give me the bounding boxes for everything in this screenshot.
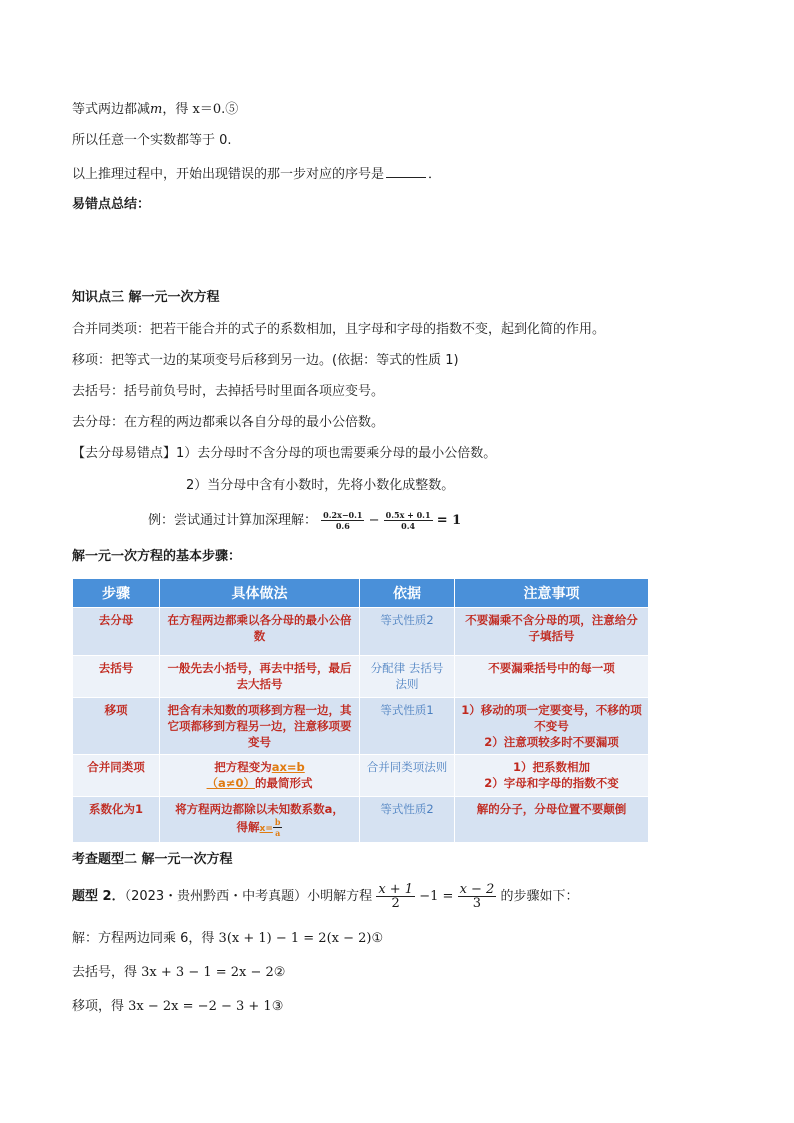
solution-step-1: 解：方程两边同乘 6，得 3(x + 1) − 1 = 2(x − 2)① [72, 931, 384, 946]
question-fraction-2: $\frac{x - 2}{3}$ [459, 882, 495, 911]
header-how: 具体做法 [160, 579, 360, 608]
header-basis: 依据 [360, 579, 455, 608]
example-fraction-1: $\frac{0.2x-0.1}{0.6}$ [323, 510, 363, 531]
example-line: 例：尝试通过计算加深理解： $\frac{0.2x-0.1}{0.6}$ − $\frac{0.5x + 0.1}{0.4}$ = 1 [148, 510, 462, 531]
example-fraction-2: $\frac{0.5x + 0.1}{0.4}$ [385, 510, 431, 531]
bracket-rule: 去括号：括号前负号时，去掉括号时里面各项应变号。 [72, 384, 385, 399]
steps-title: 解一元一次方程的基本步骤： [72, 549, 242, 564]
conclusion-line: 所以任意一个实数都等于 0. [72, 133, 232, 148]
question-line: 以上推理过程中，开始出现错误的那一步对应的序号是 ． [72, 163, 441, 185]
question-stem: 题型 2．（2023・贵州黔西・中考真题）小明解方程 $\frac{x + 1}{2}$ −1 = $\frac{x - 2}{3}$ 的步骤如下： [72, 882, 579, 911]
table-row: 合并同类项 把方程变为ax=b （a≠0）的最简形式 合并同类项法则 1）把系数相加 2）字母和字母的指数不变 [73, 755, 649, 797]
merge-rule: 合并同类项：把若干能合并的式子的系数相加，且字母和字母的指数不变，起到化简的作用。 [72, 322, 606, 337]
move-rule: 移项：把等式一边的某项变号后移到另一边。(依据：等式的性质 1) [72, 353, 459, 368]
solution-fraction: $\frac{b}{a}$ [274, 817, 281, 838]
table-row: 去分母 在方程两边都乘以各分母的最小公倍数 等式性质2 不要漏乘不含分母的项，注意给分子填括号 [73, 608, 649, 656]
header-note: 注意事项 [455, 579, 649, 608]
table-row: 系数化为1 将方程两边都除以未知数系数a， 得解x= $\frac{b}{a}$ 等式性质2 解的分子，分母位置不要颠倒 [73, 797, 649, 843]
error-point-2: 2）当分母中含有小数时，先将小数化成整数。 [186, 478, 455, 493]
answer-blank[interactable] [386, 163, 426, 178]
knowledge-heading: 知识点三 解一元一次方程 [72, 290, 220, 305]
solution-step-2: 去括号，得 3x + 3 − 1 = 2x − 2② [72, 965, 286, 980]
steps-table [72, 578, 649, 843]
question-fraction-1: $\frac{x + 1}{2}$ [378, 882, 414, 911]
table-row: 去括号 一般先去小括号，再去中括号，最后去大括号 分配律 去括号法则 不要漏乘括号中的每一项 [73, 656, 649, 698]
header-step: 步骤 [73, 579, 160, 608]
error-summary-label: 易错点总结： [72, 197, 151, 212]
equation-line-5: 等式两边都减m，得 x＝0.⑤ [72, 102, 239, 117]
error-point-1: 【去分母易错点】1）去分母时不含分母的项也需要乘分母的最小公倍数。 [72, 446, 497, 461]
solution-step-3: 移项，得 3x − 2x = −2 − 3 + 1③ [72, 999, 284, 1014]
table-header-row [73, 579, 649, 608]
exam-heading: 考查题型二 解一元一次方程 [72, 852, 233, 867]
table-row: 移项 把含有未知数的项移到方程一边，其它项都移到方程另一边，注意移项要变号 等式性质1 1）移动的项一定要变号，不移的项不变号 2）注意项较多时不要漏项 [73, 698, 649, 755]
denominator-rule: 去分母：在方程的两边都乘以各自分母的最小公倍数。 [72, 415, 385, 430]
